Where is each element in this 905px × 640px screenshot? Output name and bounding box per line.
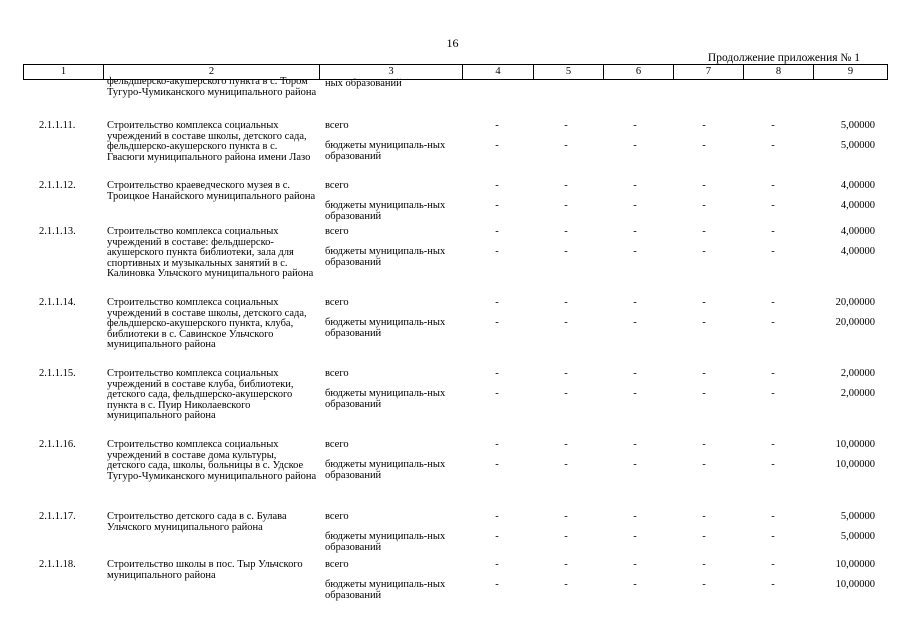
carryover-fund: ных образований (325, 78, 402, 89)
empty-cell-dash: - (564, 246, 568, 257)
amount-value: 2,00000 (840, 368, 875, 379)
amount-value: 2,00000 (840, 388, 875, 399)
empty-cell-dash: - (702, 579, 706, 590)
empty-cell-dash: - (702, 200, 706, 211)
empty-cell-dash: - (564, 297, 568, 308)
empty-cell-dash: - (702, 439, 706, 450)
empty-cell-dash: - (771, 439, 775, 450)
fund-source: бюджеты муниципаль-ных образований (325, 531, 446, 553)
column-header: 5 (534, 65, 604, 80)
row-number: 2.1.1.12. (39, 180, 76, 191)
fund-source: всего (325, 120, 349, 131)
empty-cell-dash: - (633, 511, 637, 522)
empty-cell-dash: - (771, 297, 775, 308)
row-number: 2.1.1.18. (39, 559, 76, 570)
fund-source: всего (325, 180, 349, 191)
amount-value: 20,00000 (835, 297, 875, 308)
empty-cell-dash: - (702, 246, 706, 257)
row-number: 2.1.1.14. (39, 297, 76, 308)
fund-source: всего (325, 226, 349, 237)
empty-cell-dash: - (633, 120, 637, 131)
empty-cell-dash: - (771, 317, 775, 328)
empty-cell-dash: - (495, 579, 499, 590)
row-name: Строительство детского сада в с. Булава Ульчского муниципального района (107, 511, 287, 533)
column-header: 9 (814, 65, 888, 80)
empty-cell-dash: - (702, 140, 706, 151)
empty-cell-dash: - (633, 439, 637, 450)
row-name: Строительство комплекса социальных учреждений в составе клуба, библиотеки, детского сада, фельдшерско-акушерского пункта в с. Пуир Николаевского муниципального района (107, 368, 294, 421)
empty-cell-dash: - (495, 317, 499, 328)
empty-cell-dash: - (633, 200, 637, 211)
empty-cell-dash: - (564, 579, 568, 590)
amount-value: 5,00000 (840, 511, 875, 522)
row-name: Строительство комплекса социальных учреждений в составе школы, детского сада, фельдшерско-акушерского пункта в с. Гвасюги муниципального района имени Лазо (107, 120, 311, 163)
empty-cell-dash: - (495, 559, 499, 570)
column-header: 3 (320, 65, 463, 80)
fund-source: бюджеты муниципаль-ных образований (325, 246, 446, 268)
empty-cell-dash: - (564, 200, 568, 211)
empty-cell-dash: - (495, 368, 499, 379)
empty-cell-dash: - (495, 246, 499, 257)
row-name: Строительство комплекса социальных учреждений в составе: фельдшерско-акушерского пункта библиотеки, зала для спортивных и музыкальных занятий в с. Калиновка Ульчского муниципального района (107, 226, 314, 279)
carryover-name: фельдшерско-акушерского пункта в с. Тором Тугуро-Чумиканского муниципального района (107, 76, 317, 98)
empty-cell-dash: - (564, 368, 568, 379)
empty-cell-dash: - (633, 579, 637, 590)
empty-cell-dash: - (564, 317, 568, 328)
fund-source: всего (325, 297, 349, 308)
empty-cell-dash: - (564, 180, 568, 191)
row-number: 2.1.1.13. (39, 226, 76, 237)
empty-cell-dash: - (495, 511, 499, 522)
empty-cell-dash: - (702, 368, 706, 379)
column-header: 4 (463, 65, 534, 80)
row-number: 2.1.1.11. (39, 120, 76, 131)
empty-cell-dash: - (633, 317, 637, 328)
empty-cell-dash: - (495, 388, 499, 399)
column-header: 6 (604, 65, 674, 80)
amount-value: 5,00000 (840, 531, 875, 542)
empty-cell-dash: - (495, 200, 499, 211)
continuation-label: Продолжение приложения № 1 (707, 52, 860, 64)
empty-cell-dash: - (771, 200, 775, 211)
empty-cell-dash: - (702, 459, 706, 470)
column-header: 8 (744, 65, 814, 80)
amount-value: 10,00000 (835, 439, 875, 450)
empty-cell-dash: - (702, 180, 706, 191)
column-header: 7 (674, 65, 744, 80)
empty-cell-dash: - (771, 388, 775, 399)
column-header: 1 (24, 65, 104, 80)
empty-cell-dash: - (564, 120, 568, 131)
row-number: 2.1.1.15. (39, 368, 76, 379)
empty-cell-dash: - (633, 140, 637, 151)
empty-cell-dash: - (771, 246, 775, 257)
row-name: Строительство школы в пос. Тыр Ульчского муниципального района (107, 559, 303, 581)
empty-cell-dash: - (495, 531, 499, 542)
empty-cell-dash: - (702, 120, 706, 131)
empty-cell-dash: - (564, 439, 568, 450)
empty-cell-dash: - (564, 388, 568, 399)
empty-cell-dash: - (495, 226, 499, 237)
empty-cell-dash: - (633, 531, 637, 542)
empty-cell-dash: - (771, 140, 775, 151)
row-number: 2.1.1.17. (39, 511, 76, 522)
empty-cell-dash: - (495, 120, 499, 131)
empty-cell-dash: - (771, 368, 775, 379)
row-number: 2.1.1.16. (39, 439, 76, 450)
empty-cell-dash: - (495, 140, 499, 151)
empty-cell-dash: - (564, 559, 568, 570)
amount-value: 4,00000 (840, 226, 875, 237)
empty-cell-dash: - (702, 559, 706, 570)
empty-cell-dash: - (702, 511, 706, 522)
empty-cell-dash: - (495, 459, 499, 470)
empty-cell-dash: - (771, 180, 775, 191)
empty-cell-dash: - (633, 388, 637, 399)
amount-value: 4,00000 (840, 200, 875, 211)
empty-cell-dash: - (771, 459, 775, 470)
empty-cell-dash: - (771, 531, 775, 542)
amount-value: 4,00000 (840, 246, 875, 257)
empty-cell-dash: - (495, 297, 499, 308)
empty-cell-dash: - (564, 459, 568, 470)
fund-source: всего (325, 439, 349, 450)
empty-cell-dash: - (633, 559, 637, 570)
amount-value: 10,00000 (835, 579, 875, 590)
empty-cell-dash: - (633, 459, 637, 470)
fund-source: бюджеты муниципаль-ных образований (325, 200, 446, 222)
empty-cell-dash: - (633, 368, 637, 379)
empty-cell-dash: - (633, 246, 637, 257)
amount-value: 5,00000 (840, 140, 875, 151)
fund-source: бюджеты муниципаль-ных образований (325, 388, 446, 410)
empty-cell-dash: - (702, 317, 706, 328)
amount-value: 4,00000 (840, 180, 875, 191)
empty-cell-dash: - (771, 579, 775, 590)
empty-cell-dash: - (771, 226, 775, 237)
empty-cell-dash: - (771, 120, 775, 131)
empty-cell-dash: - (495, 439, 499, 450)
row-name: Строительство комплекса социальных учреждений в составе дома культуры, детского сада, школы, больницы в с. Удское Тугуро-Чумиканского муниципального района (107, 439, 317, 482)
fund-source: бюджеты муниципаль-ных образований (325, 579, 446, 601)
amount-value: 20,00000 (835, 317, 875, 328)
empty-cell-dash: - (771, 559, 775, 570)
fund-source: всего (325, 368, 349, 379)
row-name: Строительство краеведческого музея в с. Троицкое Нанайского муниципального района (107, 180, 316, 202)
empty-cell-dash: - (564, 531, 568, 542)
amount-value: 5,00000 (840, 120, 875, 131)
empty-cell-dash: - (771, 511, 775, 522)
empty-cell-dash: - (564, 140, 568, 151)
fund-source: бюджеты муниципаль-ных образований (325, 459, 446, 481)
empty-cell-dash: - (702, 297, 706, 308)
empty-cell-dash: - (564, 226, 568, 237)
row-name: Строительство комплекса социальных учреждений в составе школы, детского сада, фельдшерско-акушерского пункта, клуба, библиотеки в с. Савинское Ульчского муниципального района (107, 297, 307, 350)
empty-cell-dash: - (633, 297, 637, 308)
fund-source: всего (325, 559, 349, 570)
empty-cell-dash: - (564, 511, 568, 522)
amount-value: 10,00000 (835, 559, 875, 570)
fund-source: бюджеты муниципаль-ных образований (325, 317, 446, 339)
page-number: 16 (446, 36, 459, 50)
empty-cell-dash: - (702, 388, 706, 399)
fund-source: всего (325, 511, 349, 522)
amount-value: 10,00000 (835, 459, 875, 470)
empty-cell-dash: - (495, 180, 499, 191)
column-header: 2 (104, 65, 320, 80)
empty-cell-dash: - (702, 531, 706, 542)
empty-cell-dash: - (633, 180, 637, 191)
empty-cell-dash: - (633, 226, 637, 237)
empty-cell-dash: - (702, 226, 706, 237)
fund-source: бюджеты муниципаль-ных образований (325, 140, 446, 162)
